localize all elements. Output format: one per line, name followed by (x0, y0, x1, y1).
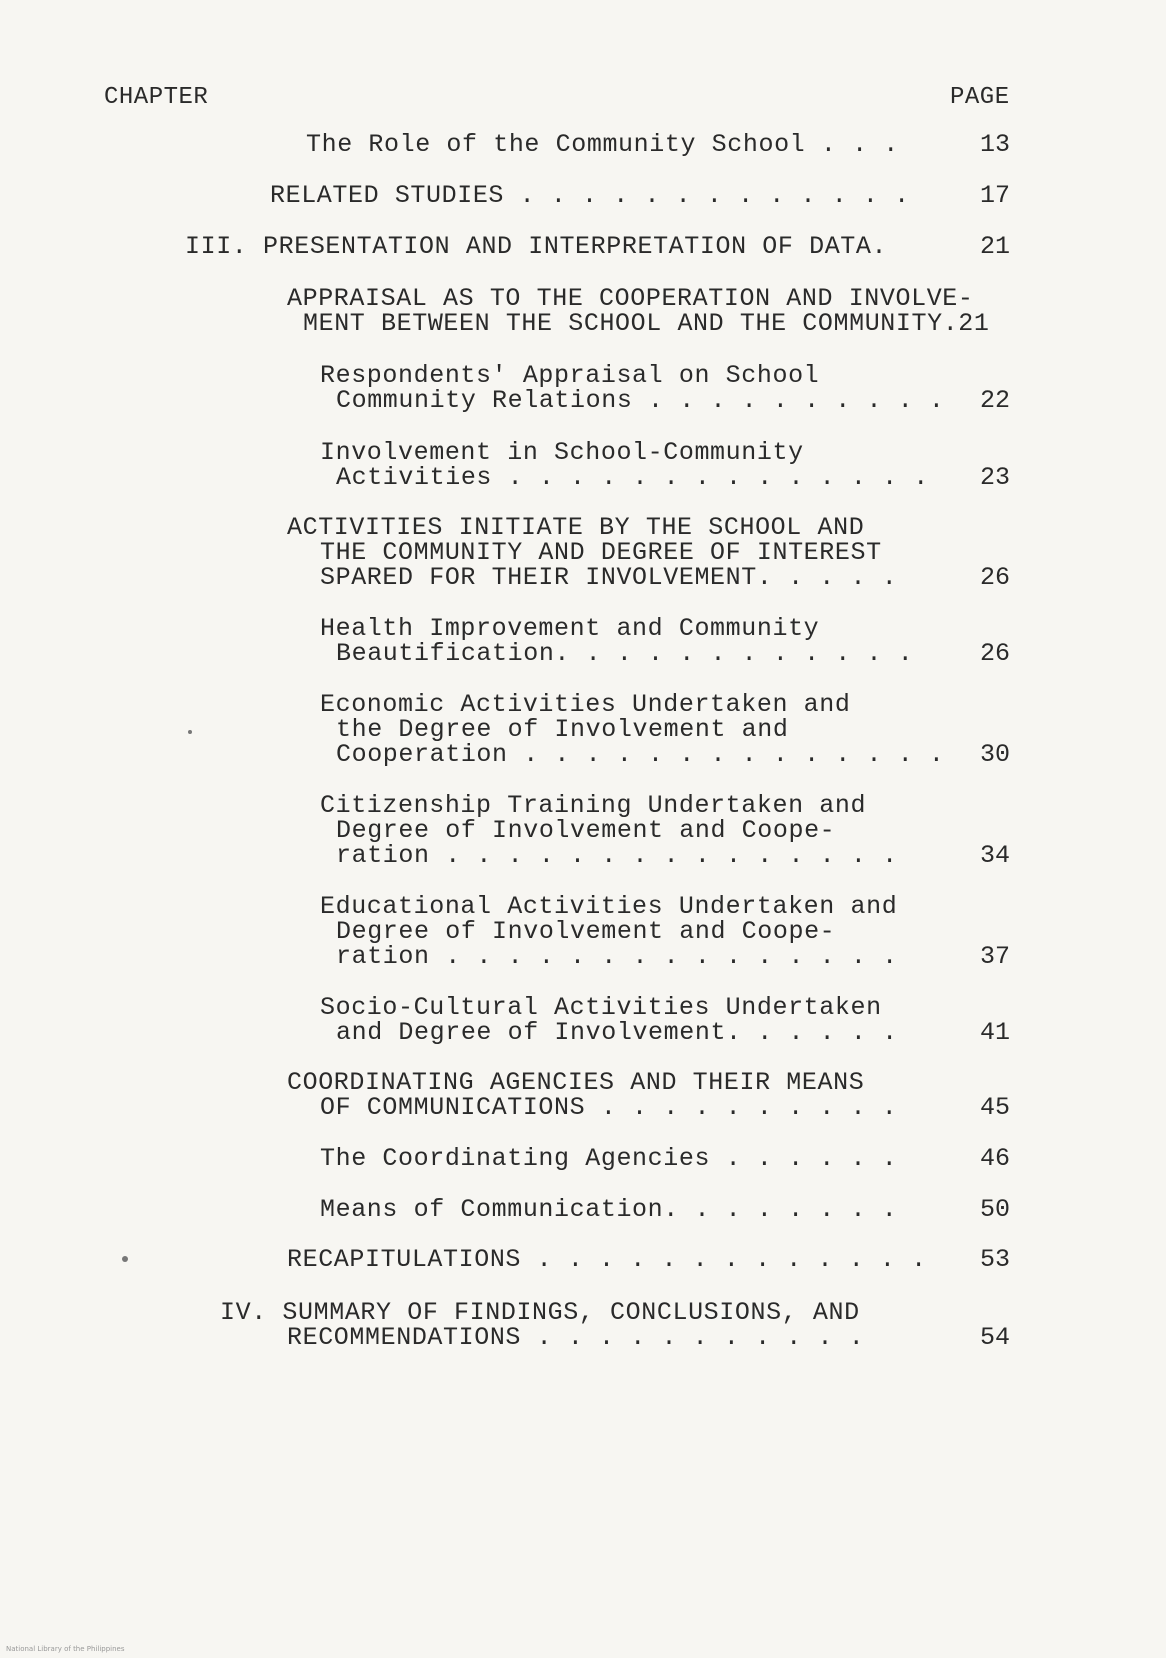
toc-entry-line: III. PRESENTATION AND INTERPRETATION OF DATA. (185, 232, 888, 261)
scan-speck (122, 1256, 128, 1262)
toc-entry-line: OF COMMUNICATIONS . . . . . . . . . . (320, 1093, 898, 1122)
toc-entry-line: ration . . . . . . . . . . . . . . . (336, 942, 898, 971)
toc-entry-line: THE COMMUNITY AND DEGREE OF INTEREST (320, 538, 882, 567)
toc-page-number: 21 (980, 232, 1011, 261)
toc-entry-line: Citizenship Training Undertaken and (320, 791, 867, 820)
toc-entry-line: ACTIVITIES INITIATE BY THE SCHOOL AND (287, 513, 865, 542)
toc-entry-line: IV. SUMMARY OF FINDINGS, CONCLUSIONS, AND (220, 1298, 860, 1327)
toc-entry-line: Degree of Involvement and Coope- (336, 816, 836, 845)
toc-entry-line: RECAPITULATIONS . . . . . . . . . . . . . (287, 1245, 927, 1274)
toc-entry-line: Degree of Involvement and Coope- (336, 917, 836, 946)
toc-entry-line: Activities . . . . . . . . . . . . . . (336, 463, 929, 492)
toc-entry-line: Socio-Cultural Activities Undertaken (320, 993, 882, 1022)
toc-entry-line: Beautification. . . . . . . . . . . . (336, 639, 914, 668)
toc-entry-line: The Role of the Community School . . . (306, 130, 899, 159)
toc-page-number: 46 (980, 1144, 1011, 1173)
toc-page-number: 50 (980, 1195, 1011, 1224)
page-heading: PAGE (950, 84, 1010, 111)
toc-page-number: 54 (980, 1323, 1011, 1352)
toc-page-number: 30 (980, 740, 1011, 769)
toc-entry-line: Educational Activities Undertaken and (320, 892, 898, 921)
toc-page-number: 22 (980, 386, 1011, 415)
toc-page-number: 34 (980, 841, 1011, 870)
toc-entry-line: SPARED FOR THEIR INVOLVEMENT. . . . . (320, 563, 898, 592)
toc-entry-line: Respondents' Appraisal on School (320, 361, 820, 390)
scan-footer: National Library of the Philippines (6, 1645, 125, 1653)
toc-entry-line: Cooperation . . . . . . . . . . . . . . (336, 740, 945, 769)
scan-speck (188, 730, 192, 734)
toc-entry-line: RELATED STUDIES . . . . . . . . . . . . . (270, 181, 910, 210)
toc-entry-line: Community Relations . . . . . . . . . . (336, 386, 945, 415)
toc-page-number: 13 (980, 130, 1011, 159)
toc-entry-line: APPRAISAL AS TO THE COOPERATION AND INVOLVE- (287, 284, 974, 313)
toc-entry-line: The Coordinating Agencies . . . . . . (320, 1144, 898, 1173)
toc-entry-line: ration . . . . . . . . . . . . . . . (336, 841, 898, 870)
toc-entry-line: MENT BETWEEN THE SCHOOL AND THE COMMUNITY.21 (303, 309, 990, 338)
toc-page-number: 53 (980, 1245, 1011, 1274)
toc-page-number: 37 (980, 942, 1011, 971)
chapter-heading: CHAPTER (104, 84, 209, 111)
toc-page-number: 26 (980, 639, 1011, 668)
toc-entry-line: the Degree of Involvement and (336, 715, 789, 744)
toc-page-number: 45 (980, 1093, 1011, 1122)
toc-entry-line: Economic Activities Undertaken and (320, 690, 851, 719)
toc-page-number: 41 (980, 1018, 1011, 1047)
toc-entry-line: Involvement in School-Community (320, 438, 804, 467)
toc-page-number: 23 (980, 463, 1011, 492)
toc-page-number: 26 (980, 563, 1011, 592)
toc-entry-line: Health Improvement and Community (320, 614, 820, 643)
toc-entry-line: Means of Communication. . . . . . . . (320, 1195, 898, 1224)
toc-entry-line: RECOMMENDATIONS . . . . . . . . . . . (287, 1323, 865, 1352)
toc-page-number: 17 (980, 181, 1011, 210)
toc-entry-line: COORDINATING AGENCIES AND THEIR MEANS (287, 1068, 865, 1097)
toc-entry-line: and Degree of Involvement. . . . . . (336, 1018, 898, 1047)
